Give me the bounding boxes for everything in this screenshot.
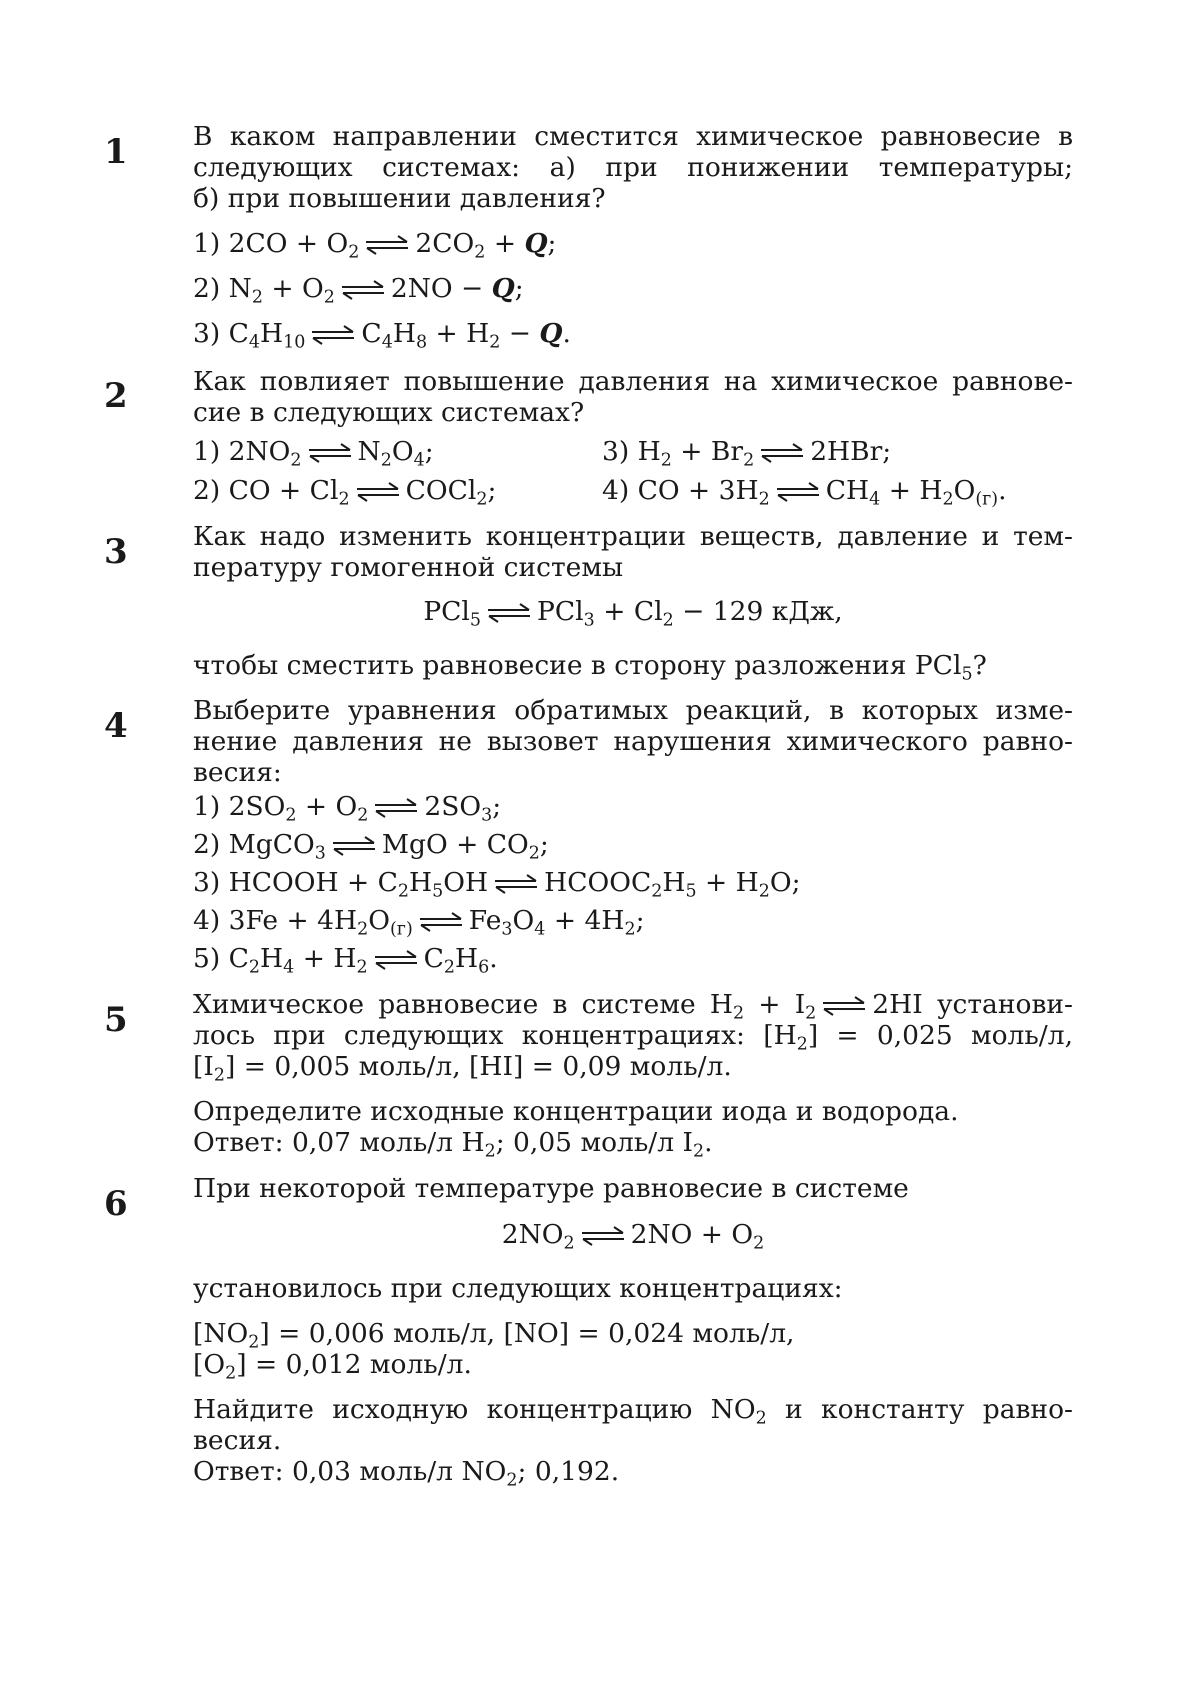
equation-2-4: 4) CO + $3H_2$ $CH_4 + H_2O_{(г)}$. (602, 475, 1007, 510)
problem-4-text-line: весия: (193, 757, 282, 788)
problem-1-text-line: следующих системах: а) при понижении температуры; (193, 152, 1073, 183)
problem-4-text-line: нение давления не вызовет нарушения химического равно- (193, 726, 1073, 757)
problem-1-text-line: б) при повышении давления? (193, 183, 606, 214)
equilibrium-arrows-icon (307, 443, 353, 463)
equilibrium-arrows-icon (775, 482, 821, 502)
equilibrium-arrows-icon (355, 482, 401, 502)
problem-5-answer: Ответ: 0,07 моль/л $H_2$; 0,05 моль/л $I_2$. (193, 1127, 713, 1162)
equation-4-4: 4) $3Fe + 4H_2O_{(г)}$ $Fe_3O_4 + 4H_2$; (193, 905, 645, 940)
problem-6-text-line: установилось при следующих концентрациях: (193, 1273, 843, 1304)
equation-2-2: 2) CO + $Cl_2$ COCl$_2$; (193, 475, 497, 510)
problem-number: 6 (104, 1184, 128, 1224)
equilibrium-arrows-icon (580, 1226, 626, 1246)
problem-6-question: весия. (193, 1425, 282, 1456)
problem-3-question: чтобы сместить равновесие в сторону разложения PCl$_5$? (193, 650, 987, 685)
equation-4-5: 5) $C_2H_4 + H_2$ $C_2H_6$. (193, 943, 498, 978)
equilibrium-arrows-icon (486, 603, 532, 623)
equilibrium-arrows-icon (364, 235, 410, 255)
equation-1-2: 2) $N_2 + O_2$ 2NO − Q; (193, 273, 524, 308)
equilibrium-arrows-icon (373, 950, 419, 970)
problem-2-text-line: сие в следующих системах? (193, 397, 585, 428)
problem-3-text-line: Как надо изменить концентрации веществ, давление и тем- (193, 521, 1073, 552)
equation-3: PCl$_5$ $PCl_3 + Cl_2 - 129$ кДж, (423, 596, 843, 631)
problem-1-text-line: В каком направлении сместится химическое равновесие в (193, 121, 1073, 152)
problem-number: 3 (104, 532, 128, 572)
equation-2-3: 3) $H_2 + Br_2$ 2HBr; (602, 436, 892, 471)
equation-1-1: 1) $2CO + O_2$ $2CO_2 + Q$; (193, 228, 557, 263)
equilibrium-arrows-icon (373, 798, 419, 818)
equation-6: $2NO_2$ $2NO + O_2$ (501, 1219, 765, 1254)
equation-1-3: 3) $C_4H_{10}$ $C_4H_8 + H_2 - Q$. (193, 318, 571, 353)
problem-6-question: Найдите исходную концентрацию $NO_2$ и константу равно- (193, 1394, 1073, 1429)
problem-2-text-line: Как повлияет повышение давления на химическое равнове- (193, 366, 1073, 397)
problem-number: 2 (104, 376, 128, 416)
problem-6-answer: Ответ: 0,03 моль/л $NO_2$; 0,192. (193, 1456, 620, 1491)
equilibrium-arrows-icon (340, 280, 386, 300)
problem-number: 1 (104, 132, 128, 172)
problem-number: 4 (104, 706, 128, 746)
equation-4-2: 2) MgCO$_3$ MgO + $CO_2$; (193, 829, 549, 864)
problem-4-text-line: Выберите уравнения обратимых реакций, в которых изме- (193, 695, 1073, 726)
equilibrium-arrows-icon (493, 874, 539, 894)
equation-4-3: 3) HCOOH + $C_2H_5OH$ $HCOOC_2H_5 + H_2O$; (193, 867, 801, 902)
problem-6-concentration-line: $[NO_2] = 0,006$ моль/л, [NO] = 0,024 моль/л, (193, 1318, 795, 1353)
problem-6-text-line: При некоторой температуре равновесие в системе (193, 1173, 909, 1204)
problem-5-text-line: Химическое равновесие в системе $H_2 + I_2$ 2HI установи- (193, 989, 1073, 1024)
problem-3-text-line: пературу гомогенной системы (193, 552, 624, 583)
problem-number: 5 (104, 1000, 128, 1040)
equation-2-1: 1) $2NO_2$ $N_2O_4$; (193, 436, 434, 471)
equilibrium-arrows-icon (759, 443, 805, 463)
problem-5-question: Определите исходные концентрации иода и водорода. (193, 1096, 959, 1127)
problem-6-concentration-line: $[O_2] = 0,012$ моль/л. (193, 1349, 472, 1384)
equation-4-1: 1) $2SO_2 + O_2$ $2SO_3$; (193, 791, 502, 826)
problem-5-text-line: $[I_2] = 0,005$ моль/л, [HI] = 0,09 моль/л. (193, 1051, 732, 1086)
equilibrium-arrows-icon (418, 912, 464, 932)
equilibrium-arrows-icon (331, 836, 377, 856)
equilibrium-arrows-icon (310, 325, 356, 345)
equilibrium-arrows-icon (821, 996, 867, 1016)
problem-5-text-line: лось при следующих концентрациях: $[H_2] = 0,025$ моль/л, (193, 1020, 1073, 1055)
